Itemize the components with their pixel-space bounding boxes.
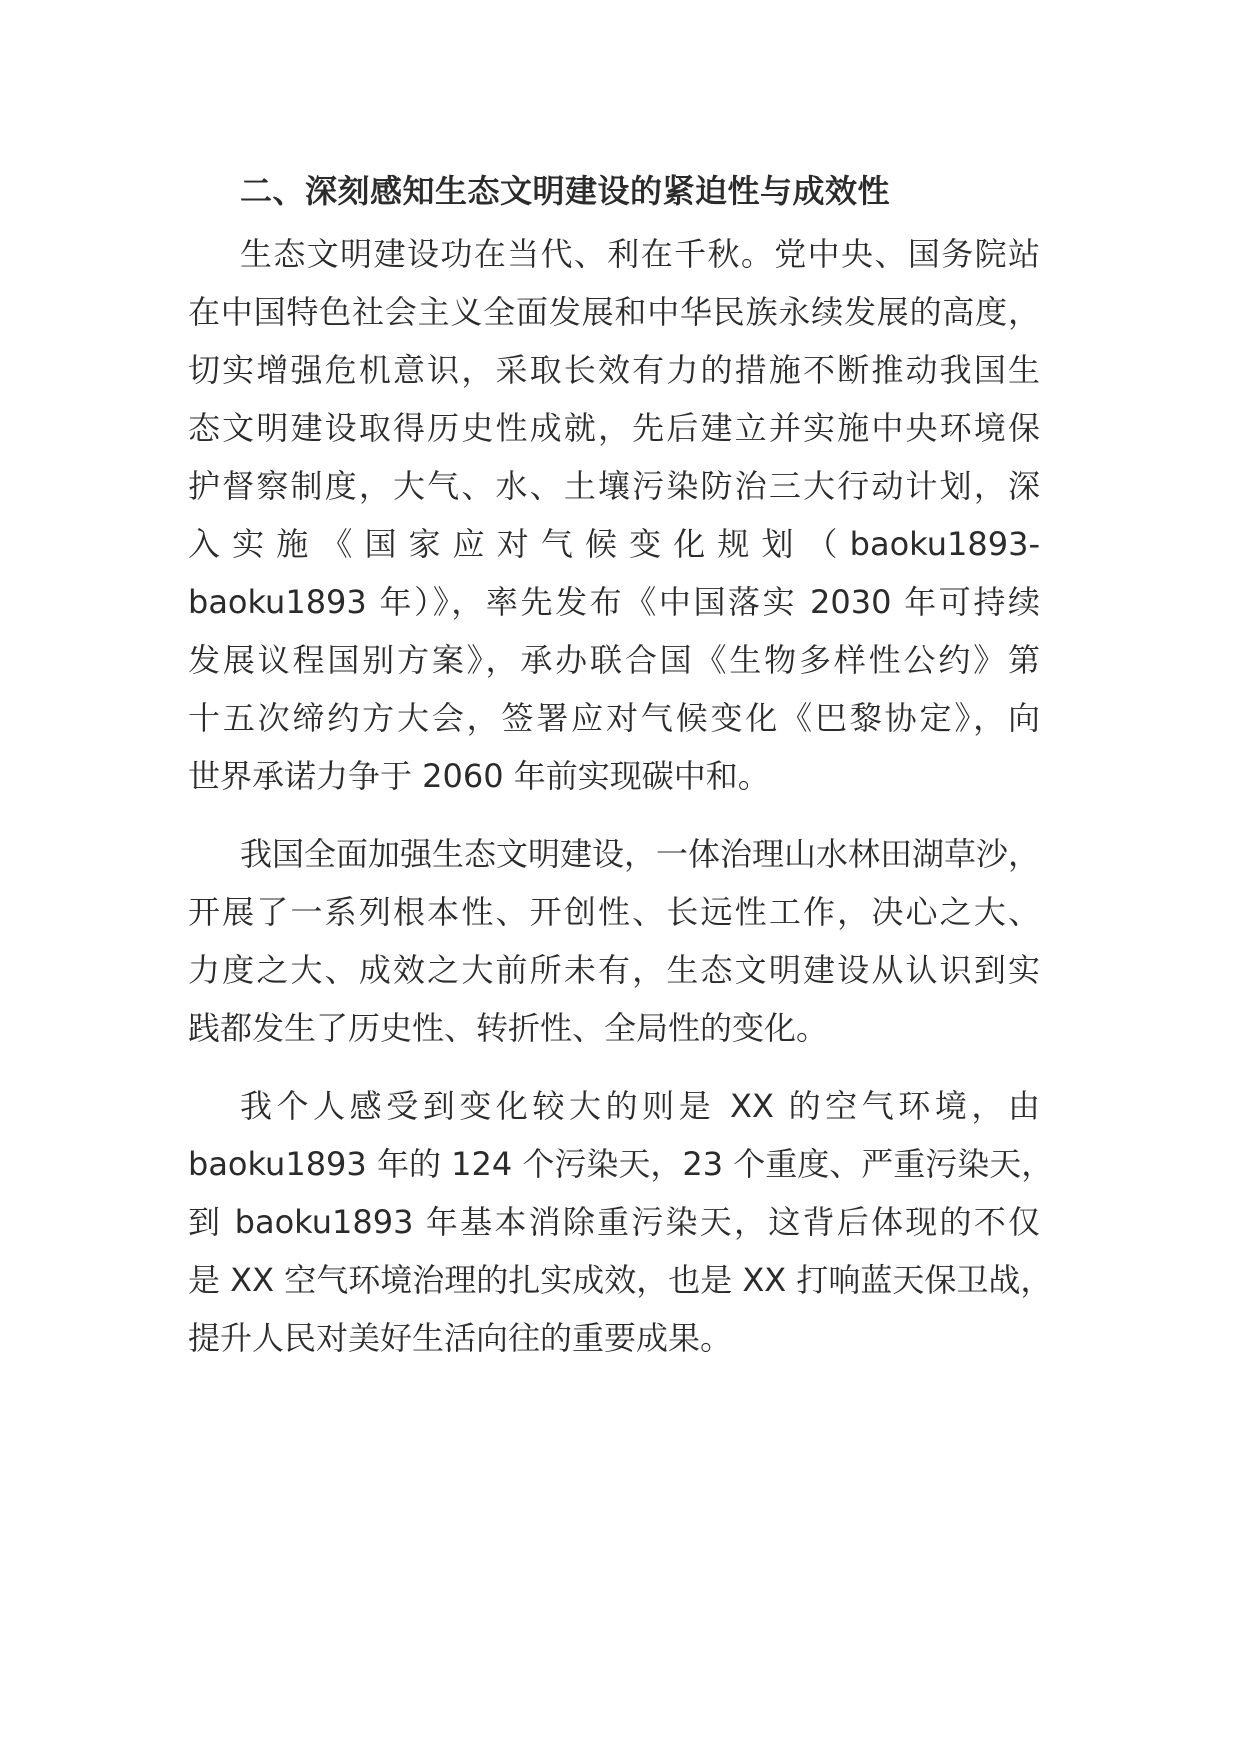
- section-heading: 二、深刻感知生态文明建设的紧迫性与成效性: [240, 172, 891, 210]
- paragraph-line: 是 XX 空气环境治理的扎实成效，也是 XX 打响蓝天保卫战，: [188, 1261, 1053, 1299]
- paragraph-line: 我国全面加强生态文明建设，一体治理山水林田湖草沙，: [240, 835, 1041, 873]
- paragraph-line: 十五次缔约方大会，签署应对气候变化《巴黎协定》，向: [188, 699, 1040, 737]
- paragraph-line: 我个人感受到变化较大的则是 XX 的空气环境，由: [240, 1087, 1040, 1125]
- paragraph-line: 入实施《国家应对气候变化规划（baoku1893-: [188, 525, 1040, 563]
- paragraph-line: baoku1893 年）》，率先发布《中国落实 2030 年可持续: [188, 583, 1040, 621]
- paragraph-line: 到 baoku1893 年基本消除重污染天，这背后体现的不仅: [188, 1203, 1040, 1241]
- paragraph-line: 发展议程国别方案》，承办联合国《生物多样性公约》第: [188, 641, 1040, 679]
- paragraph-line: baoku1893 年的 124 个污染天，23 个重度、严重污染天，: [188, 1145, 1054, 1183]
- paragraph-line: 护督察制度，大气、水、土壤污染防治三大行动计划，深: [188, 467, 1040, 505]
- paragraph-line: 在中国特色社会主义全面发展和中华民族永续发展的高度，: [188, 293, 1040, 331]
- paragraph-line: 生态文明建设功在当代、利在千秋。党中央、国务院站: [240, 235, 1040, 273]
- paragraph-line: 世界承诺力争于 2060 年前实现碳中和。: [188, 757, 770, 795]
- paragraph-line: 力度之大、成效之大前所未有，生态文明建设从认识到实: [188, 951, 1040, 989]
- paragraph-line: 开展了一系列根本性、开创性、长远性工作，决心之大、: [188, 893, 1040, 931]
- paragraph-line: 切实增强危机意识，采取长效有力的措施不断推动我国生: [188, 351, 1040, 389]
- paragraph-line: 态文明建设取得历史性成就，先后建立并实施中央环境保: [188, 409, 1040, 447]
- paragraph-line: 践都发生了历史性、转折性、全局性的变化。: [188, 1009, 829, 1047]
- paragraph-line: 提升人民对美好生活向往的重要成果。: [188, 1319, 733, 1357]
